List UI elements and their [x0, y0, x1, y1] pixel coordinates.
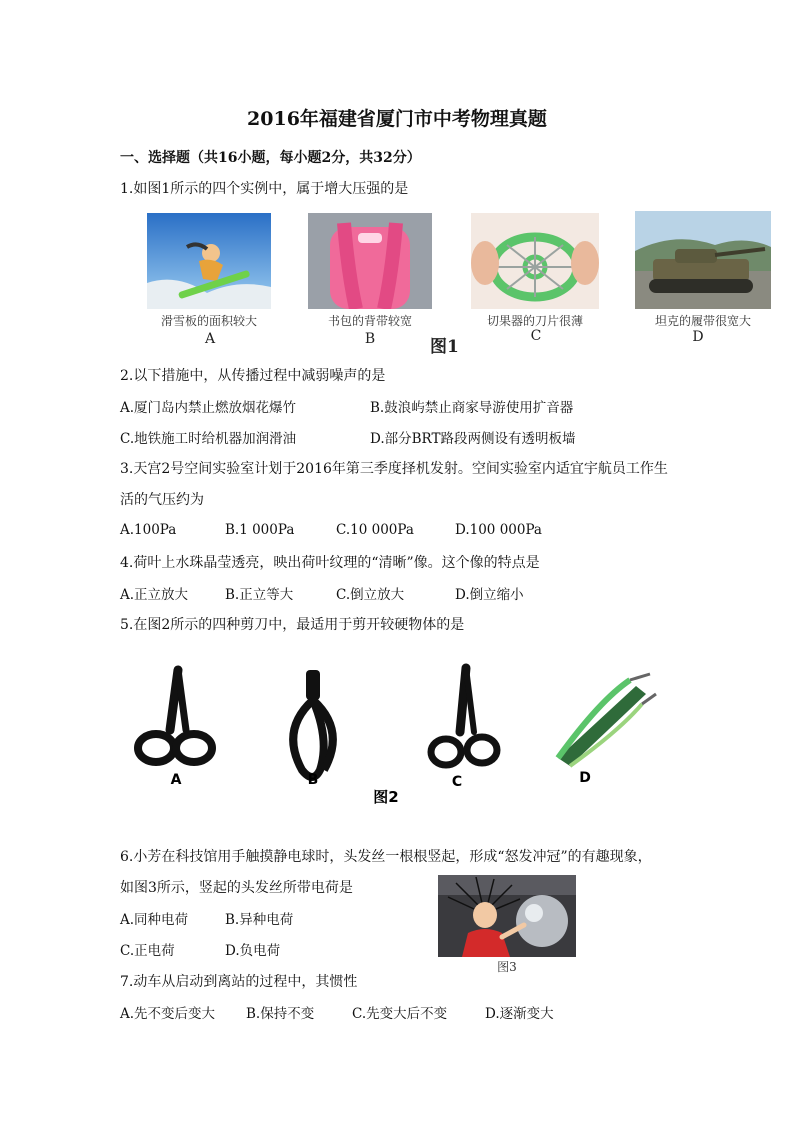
scissors-b-icon: [293, 670, 333, 777]
q4-option-a: A.正立放大: [120, 587, 189, 603]
letter-a: A: [204, 331, 216, 347]
q3-option-c: C.10 000Pa: [336, 522, 414, 538]
question-2-stem: 2.以下措施中，从传播过程中减弱噪声的是: [120, 368, 386, 384]
scissors-d-icon: [558, 674, 656, 766]
q2-option-a: A.厦门岛内禁止燃放烟花爆竹: [120, 400, 297, 416]
backpack-photo: [308, 213, 432, 309]
q7-option-a: A.先不变后变大: [120, 1006, 216, 1022]
question-3-stem: 3.天宫2号空间实验室计划于2016年第三季度择机发射。空间实验室内适宜宇航员工作生: [120, 461, 668, 477]
letter-c: C: [530, 328, 542, 344]
figure-2-label: 图2: [373, 788, 399, 806]
q7-option-c: C.先变大后不变: [352, 1006, 448, 1022]
apple-slicer-photo: [471, 213, 599, 309]
caption-a: 滑雪板的面积较大: [160, 314, 257, 328]
q3-option-a: A.100Pa: [120, 522, 177, 538]
q2-option-c: C.地铁施工时给机器加润滑油: [120, 431, 297, 447]
q4-option-b: B.正立等大: [225, 587, 294, 603]
q3-option-d: D.100 000Pa: [455, 522, 542, 538]
question-1-stem: 1.如图1所示的四个实例中，属于增大压强的是: [120, 181, 409, 197]
page-title: 2016年福建省厦门市中考物理真题: [247, 108, 547, 130]
question-6-stem: 6.小芳在科技馆用手触摸静电球时，头发丝一根根竖起，形成“怒发冲冠”的有趣现象，: [120, 849, 652, 865]
scissors-figure: [130, 660, 670, 810]
figure-1-label: 图1: [430, 337, 459, 357]
scissors-a-icon: [138, 670, 212, 762]
scissors-letter-b: B: [307, 772, 319, 788]
q2-option-d: D.部分BRT路段两侧设有透明板墙: [370, 431, 576, 447]
q6-option-b: B.异种电荷: [225, 912, 294, 928]
scissors-c-icon: [431, 668, 497, 765]
q4-option-c: C.倒立放大: [336, 587, 405, 603]
q3-option-b: B.1 000Pa: [225, 522, 295, 538]
static-ball-photo: [438, 875, 576, 957]
q7-option-b: B.保持不变: [246, 1006, 315, 1022]
scissors-letter-a: A: [170, 772, 182, 788]
q6-option-a: A.同种电荷: [120, 912, 189, 928]
question-4-stem: 4.荷叶上水珠晶莹透亮，映出荷叶纹理的“清晰”像。这个像的特点是: [120, 555, 540, 571]
scissors-letter-c: C: [451, 774, 463, 790]
letter-b: B: [364, 331, 376, 347]
snowboard-photo: [147, 213, 271, 309]
q7-option-d: D.逐渐变大: [485, 1006, 554, 1022]
caption-d: 坦克的履带很宽大: [654, 314, 751, 328]
q6-option-c: C.正电荷: [120, 943, 175, 959]
question-6-stem-line2: 如图3所示，竖起的头发丝所带电荷是: [120, 880, 353, 896]
scissors-letter-d: D: [579, 770, 591, 786]
tank-photo: [635, 211, 771, 309]
letter-d: D: [692, 329, 704, 345]
question-7-stem: 7.动车从启动到离站的过程中，其惯性: [120, 974, 358, 990]
q2-option-b: B.鼓浪屿禁止商家导游使用扩音器: [370, 400, 574, 416]
figure-3-label: 图3: [497, 960, 517, 974]
caption-c: 切果器的刀片很薄: [486, 314, 583, 328]
caption-b: 书包的背带较宽: [327, 314, 412, 328]
q4-option-d: D.倒立缩小: [455, 587, 524, 603]
question-5-stem: 5.在图2所示的四种剪刀中，最适用于剪开较硬物体的是: [120, 617, 465, 633]
section-heading: 一、选择题（共16小题，每小题2分，共32分）: [120, 150, 421, 166]
question-3-stem-line2: 活的气压约为: [120, 492, 204, 508]
q6-option-d: D.负电荷: [225, 943, 281, 959]
